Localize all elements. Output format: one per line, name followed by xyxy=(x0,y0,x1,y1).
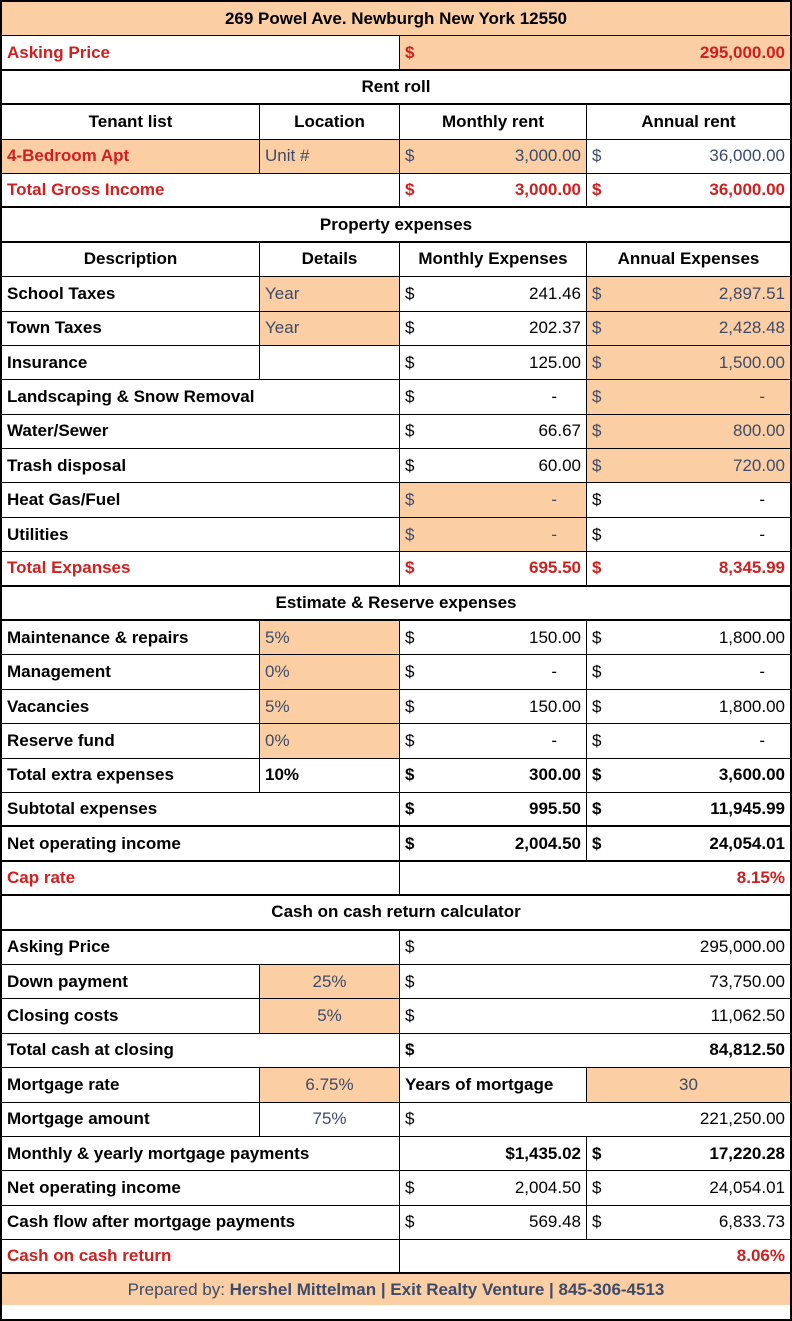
cap-rate-label[interactable]: Cap rate xyxy=(2,862,400,894)
total-expenses-label[interactable]: Total Expanses xyxy=(2,552,400,584)
subtotal-expenses-row xyxy=(2,793,790,827)
expense-name[interactable]: Town Taxes xyxy=(2,312,260,345)
reserve-annual[interactable]: $ - xyxy=(592,662,765,682)
coc-asking-row xyxy=(2,931,790,965)
total-extra-monthly[interactable]: $ 300.00 xyxy=(400,759,587,792)
cash-flow-label[interactable]: Cash flow after mortgage payments xyxy=(2,1206,400,1239)
reserve-heading[interactable]: Estimate & Reserve expenses xyxy=(275,592,517,612)
expenses-header-row xyxy=(2,243,790,277)
down-payment-value[interactable]: $ 73,750.00 xyxy=(405,971,785,991)
prepared-by xyxy=(2,1274,790,1305)
cap-rate-row xyxy=(2,862,790,896)
coc-asking-label[interactable]: Asking Price xyxy=(2,931,400,964)
reserve-annual[interactable]: $ - xyxy=(592,730,765,750)
expenses-heading-row xyxy=(2,208,790,242)
down-payment-percent[interactable]: 25% xyxy=(260,965,400,998)
total-gross-income-row xyxy=(2,174,790,208)
expense-row xyxy=(2,483,790,517)
closing-costs-percent[interactable]: 5% xyxy=(260,999,400,1032)
reserve-monthly[interactable]: $ - xyxy=(400,724,587,757)
total-extra-percent[interactable]: 10% xyxy=(260,759,400,792)
total-extra-expenses-row xyxy=(2,759,790,793)
header-monthly-rent[interactable]: Monthly rent xyxy=(400,105,587,138)
reserve-percent[interactable]: 5% xyxy=(260,690,400,723)
expense-monthly[interactable]: $ - xyxy=(400,380,587,413)
cash-flow-monthly[interactable]: $ 569.48 xyxy=(400,1206,587,1239)
tenant-location[interactable]: Unit # xyxy=(260,140,400,173)
mortgage-amount-percent[interactable]: 75% xyxy=(260,1103,400,1136)
reserve-row xyxy=(2,690,790,724)
mortgage-rate-label[interactable]: Mortgage rate xyxy=(2,1068,260,1101)
reserve-monthly[interactable]: $ 150.00 xyxy=(400,621,587,654)
reserve-monthly[interactable]: $ - xyxy=(400,655,587,688)
cash-on-cash-label[interactable]: Cash on cash return xyxy=(2,1240,400,1272)
down-payment-label[interactable]: Down payment xyxy=(2,965,260,998)
subtotal-annual[interactable]: $ 11,945.99 xyxy=(592,799,785,819)
expense-row xyxy=(2,312,790,346)
header-location[interactable]: Location xyxy=(260,105,400,138)
reserve-name[interactable]: Reserve fund xyxy=(2,724,260,757)
expense-monthly[interactable]: $ - xyxy=(400,518,587,551)
header-description[interactable]: Description xyxy=(2,243,260,276)
mortgage-payments-label[interactable]: Monthly & yearly mortgage payments xyxy=(2,1137,400,1170)
asking-price-value[interactable]: $ 295,000.00 xyxy=(400,36,790,68)
coc-noi-monthly[interactable]: $ 2,004.50 xyxy=(400,1171,587,1204)
header-details[interactable]: Details xyxy=(260,243,400,276)
expense-name[interactable]: Heat Gas/Fuel xyxy=(2,483,400,516)
coc-noi-annual[interactable]: $ 24,054.01 xyxy=(592,1177,785,1197)
reserve-heading-row xyxy=(2,587,790,621)
expense-detail[interactable] xyxy=(260,346,400,379)
tenant-name[interactable]: 4-Bedroom Apt xyxy=(2,140,260,173)
total-cash-row xyxy=(2,1034,790,1068)
mortgage-rate-value[interactable]: 6.75% xyxy=(260,1068,400,1101)
total-gross-income-monthly[interactable]: $ 3,000.00 xyxy=(400,174,587,206)
asking-price-row xyxy=(2,36,790,70)
total-cash-value[interactable]: $ 84,812.50 xyxy=(405,1040,785,1060)
expense-monthly[interactable]: $ 241.46 xyxy=(400,277,587,310)
expense-annual[interactable]: $ - xyxy=(587,380,790,413)
prepared-by-prefix: Prepared by: xyxy=(127,1279,230,1299)
expense-row xyxy=(2,380,790,414)
noi-label[interactable]: Net operating income xyxy=(2,827,400,859)
years-of-mortgage-value[interactable]: 30 xyxy=(587,1068,790,1101)
expense-detail[interactable]: Year xyxy=(260,312,400,345)
expense-name[interactable]: Trash disposal xyxy=(2,449,400,482)
closing-costs-row xyxy=(2,999,790,1033)
prepared-by-name: Hershel Mittelman | Exit Realty Venture | 845-306-4513 xyxy=(229,1279,665,1299)
coc-heading[interactable]: Cash on cash return calculator xyxy=(271,902,521,922)
expense-name[interactable]: Landscaping & Snow Removal xyxy=(2,380,400,413)
cap-rate-value[interactable]: 8.15% xyxy=(736,867,785,887)
expense-annual[interactable]: $ - xyxy=(592,490,765,510)
cash-on-cash-return-row xyxy=(2,1240,790,1274)
net-operating-income-row xyxy=(2,827,790,861)
footer-row xyxy=(2,1274,790,1305)
expense-row xyxy=(2,415,790,449)
cash-flow-annual[interactable]: $ 6,833.73 xyxy=(592,1212,785,1232)
coc-heading-row xyxy=(2,896,790,930)
rent-roll-heading-row xyxy=(2,71,790,105)
title-row xyxy=(2,2,790,36)
total-cash-label[interactable]: Total cash at closing xyxy=(2,1034,400,1067)
reserve-row xyxy=(2,724,790,758)
expense-detail[interactable]: Year xyxy=(260,277,400,310)
closing-costs-value[interactable]: $ 11,062.50 xyxy=(405,1006,785,1026)
expense-annual[interactable]: $ 1,500.00 xyxy=(587,346,790,379)
coc-asking-value[interactable]: $ 295,000.00 xyxy=(405,937,785,957)
mortgage-payments-row xyxy=(2,1137,790,1171)
total-expenses-row xyxy=(2,552,790,586)
reserve-annual[interactable]: $ 1,800.00 xyxy=(592,627,785,647)
reserve-percent[interactable]: 0% xyxy=(260,655,400,688)
expense-monthly[interactable]: $ - xyxy=(400,483,587,516)
expense-row xyxy=(2,346,790,380)
rent-roll-header-row xyxy=(2,105,790,139)
expense-monthly[interactable]: $ 202.37 xyxy=(400,312,587,345)
mortgage-amount-value[interactable]: $ 221,250.00 xyxy=(405,1109,785,1129)
header-tenant-list[interactable]: Tenant list xyxy=(2,105,260,138)
reserve-percent[interactable]: 5% xyxy=(260,621,400,654)
header-annual-expenses[interactable]: Annual Expenses xyxy=(617,249,760,269)
tenant-annual-rent[interactable]: $ 36,000.00 xyxy=(592,146,785,166)
header-monthly-expenses[interactable]: Monthly Expenses xyxy=(400,243,587,276)
expense-annual[interactable]: $ - xyxy=(592,524,765,544)
total-expenses-monthly[interactable]: $ 695.50 xyxy=(400,552,587,584)
noi-annual[interactable]: $ 24,054.01 xyxy=(592,833,785,853)
expense-row xyxy=(2,277,790,311)
expenses-heading[interactable]: Property expenses xyxy=(319,214,473,234)
expense-name[interactable]: School Taxes xyxy=(2,277,260,310)
expense-annual[interactable]: $ 720.00 xyxy=(587,449,790,482)
reserve-row xyxy=(2,655,790,689)
reserve-name[interactable]: Maintenance & repairs xyxy=(2,621,260,654)
reserve-monthly[interactable]: $ 150.00 xyxy=(400,690,587,723)
cash-flow-row xyxy=(2,1206,790,1240)
total-gross-income-label[interactable]: Total Gross Income xyxy=(2,174,400,206)
mortgage-payments-monthly[interactable]: $1,435.02 xyxy=(400,1137,587,1170)
expense-monthly[interactable]: $ 60.00 xyxy=(400,449,587,482)
coc-noi-label[interactable]: Net operating income xyxy=(2,1171,400,1204)
total-gross-income-annual[interactable]: $ 36,000.00 xyxy=(592,180,785,200)
reserve-name[interactable]: Management xyxy=(2,655,260,688)
expense-annual[interactable]: $ 800.00 xyxy=(587,415,790,448)
header-annual-rent[interactable]: Annual rent xyxy=(641,111,736,131)
mortgage-rate-row xyxy=(2,1068,790,1102)
expense-name[interactable]: Insurance xyxy=(2,346,260,379)
mortgage-payments-annual[interactable]: $ 17,220.28 xyxy=(592,1143,785,1163)
asking-price-label[interactable]: Asking Price xyxy=(2,36,400,68)
expense-monthly[interactable]: $ 66.67 xyxy=(400,415,587,448)
total-extra-label[interactable]: Total extra expenses xyxy=(2,759,260,792)
subtotal-monthly[interactable]: $ 995.50 xyxy=(400,793,587,825)
total-expenses-annual[interactable]: $ 8,345.99 xyxy=(592,558,785,578)
expense-monthly[interactable]: $ 125.00 xyxy=(400,346,587,379)
expense-name[interactable]: Water/Sewer xyxy=(2,415,400,448)
mortgage-amount-label[interactable]: Mortgage amount xyxy=(2,1103,260,1136)
rent-roll-heading[interactable]: Rent roll xyxy=(361,76,431,96)
years-of-mortgage-label[interactable]: Years of mortgage xyxy=(400,1068,587,1101)
total-extra-annual[interactable]: $ 3,600.00 xyxy=(592,765,785,785)
reserve-row xyxy=(2,621,790,655)
property-address[interactable]: 269 Powel Ave. Newburgh New York 12550 xyxy=(224,8,568,28)
tenant-monthly-rent[interactable]: $ 3,000.00 xyxy=(400,140,587,173)
closing-costs-label[interactable]: Closing costs xyxy=(2,999,260,1032)
tenant-row xyxy=(2,140,790,174)
coc-noi-row xyxy=(2,1171,790,1205)
subtotal-label[interactable]: Subtotal expenses xyxy=(2,793,400,825)
down-payment-row xyxy=(2,965,790,999)
reserve-name[interactable]: Vacancies xyxy=(2,690,260,723)
reserve-annual[interactable]: $ 1,800.00 xyxy=(592,696,785,716)
noi-monthly[interactable]: $ 2,004.50 xyxy=(400,827,587,859)
expense-annual[interactable]: $ 2,428.48 xyxy=(587,312,790,345)
expense-row xyxy=(2,449,790,483)
cash-on-cash-value[interactable]: 8.06% xyxy=(736,1246,785,1266)
expense-row xyxy=(2,518,790,552)
expense-name[interactable]: Utilities xyxy=(2,518,400,551)
expense-annual[interactable]: $ 2,897.51 xyxy=(587,277,790,310)
reserve-percent[interactable]: 0% xyxy=(260,724,400,757)
mortgage-amount-row xyxy=(2,1103,790,1137)
